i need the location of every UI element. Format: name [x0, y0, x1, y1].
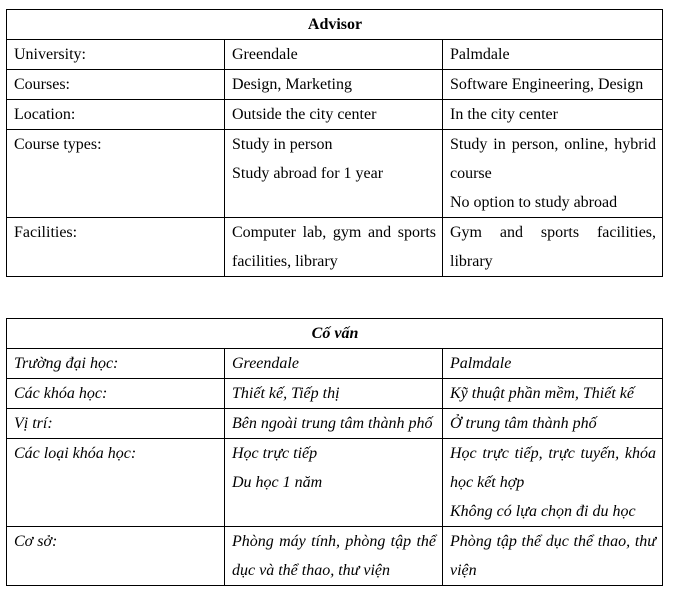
- table-row: [7, 218, 663, 277]
- row-label: University:: [7, 40, 225, 70]
- palmdale-cell: [443, 349, 663, 379]
- row-label: Các loại khóa học:: [7, 439, 225, 527]
- table-row: [7, 439, 663, 527]
- cell-line: Gym and sports facilities, library: [450, 224, 657, 270]
- cell-line: Ở trung tâm thành phố: [450, 415, 597, 432]
- cell-line: Phòng máy tính, phòng tập thể dục và thể thao, thư viện: [232, 533, 436, 579]
- table-row: [7, 40, 663, 70]
- cell-line: Software Engineering, Design: [450, 76, 644, 93]
- cell-line: Kỹ thuật phần mềm, Thiết kế: [450, 385, 634, 402]
- row-label: Vị trí:: [7, 409, 225, 439]
- greendale-cell: [225, 439, 443, 527]
- cell-line: Phòng tập thể dục thể thao, thư viện: [450, 533, 657, 579]
- palmdale-cell: [443, 409, 663, 439]
- greendale-cell: [225, 70, 443, 100]
- cell-line: Palmdale: [450, 355, 512, 372]
- cell-line: Thiết kế, Tiếp thị: [232, 385, 340, 402]
- table-row: [7, 349, 663, 379]
- palmdale-cell: [443, 40, 663, 70]
- palmdale-cell: [443, 70, 663, 100]
- greendale-cell: [225, 218, 443, 277]
- cell-line: Study in person: [232, 136, 333, 153]
- cell-line: Palmdale: [450, 46, 510, 63]
- table-row: [7, 100, 663, 130]
- cell-line: Không có lựa chọn đi du học: [450, 503, 636, 520]
- greendale-cell: [225, 130, 443, 218]
- row-label: Các khóa học:: [7, 379, 225, 409]
- cell-line: Bên ngoài trung tâm thành phố: [232, 415, 433, 432]
- greendale-cell: [225, 40, 443, 70]
- cell-line: Greendale: [232, 355, 299, 372]
- table-row: [7, 70, 663, 100]
- cell-line: Du học 1 năm: [232, 474, 323, 491]
- palmdale-cell: [443, 130, 663, 218]
- palmdale-cell: [443, 218, 663, 277]
- cell-line: Outside the city center: [232, 106, 377, 123]
- palmdale-cell: [443, 527, 663, 586]
- cell-line: Study abroad for 1 year: [232, 165, 384, 182]
- row-label: Trường đại học:: [7, 349, 225, 379]
- greendale-cell: [225, 409, 443, 439]
- row-label: Location:: [7, 100, 225, 130]
- cell-line: No option to study abroad: [450, 194, 618, 211]
- table-row: [7, 527, 663, 586]
- row-label: Course types:: [7, 130, 225, 218]
- table-row: [7, 379, 663, 409]
- row-label: Cơ sở:: [7, 527, 225, 586]
- table-title-row: [7, 10, 663, 40]
- row-label: Facilities:: [7, 218, 225, 277]
- greendale-cell: [225, 527, 443, 586]
- table-row: [7, 130, 663, 218]
- table-title: Cố vấn: [7, 319, 663, 349]
- table-row: [7, 409, 663, 439]
- palmdale-cell: [443, 100, 663, 130]
- advisor-table-english: [6, 9, 663, 277]
- cell-line: Study in person, online, hybrid course: [450, 136, 657, 182]
- greendale-cell: [225, 379, 443, 409]
- cell-line: In the city center: [450, 106, 558, 123]
- cell-line: Greendale: [232, 46, 298, 63]
- table-title: Advisor: [7, 10, 663, 40]
- cell-line: Học trực tiếp, trực tuyến, khóa học kết hợp: [450, 445, 657, 491]
- advisor-table-vietnamese: [6, 318, 663, 586]
- cell-line: Computer lab, gym and sports facilities, library: [232, 224, 436, 270]
- cell-line: Design, Marketing: [232, 76, 352, 93]
- greendale-cell: [225, 349, 443, 379]
- cell-line: Học trực tiếp: [232, 445, 318, 462]
- table-title-row: [7, 319, 663, 349]
- palmdale-cell: [443, 439, 663, 527]
- row-label: Courses:: [7, 70, 225, 100]
- greendale-cell: [225, 100, 443, 130]
- palmdale-cell: [443, 379, 663, 409]
